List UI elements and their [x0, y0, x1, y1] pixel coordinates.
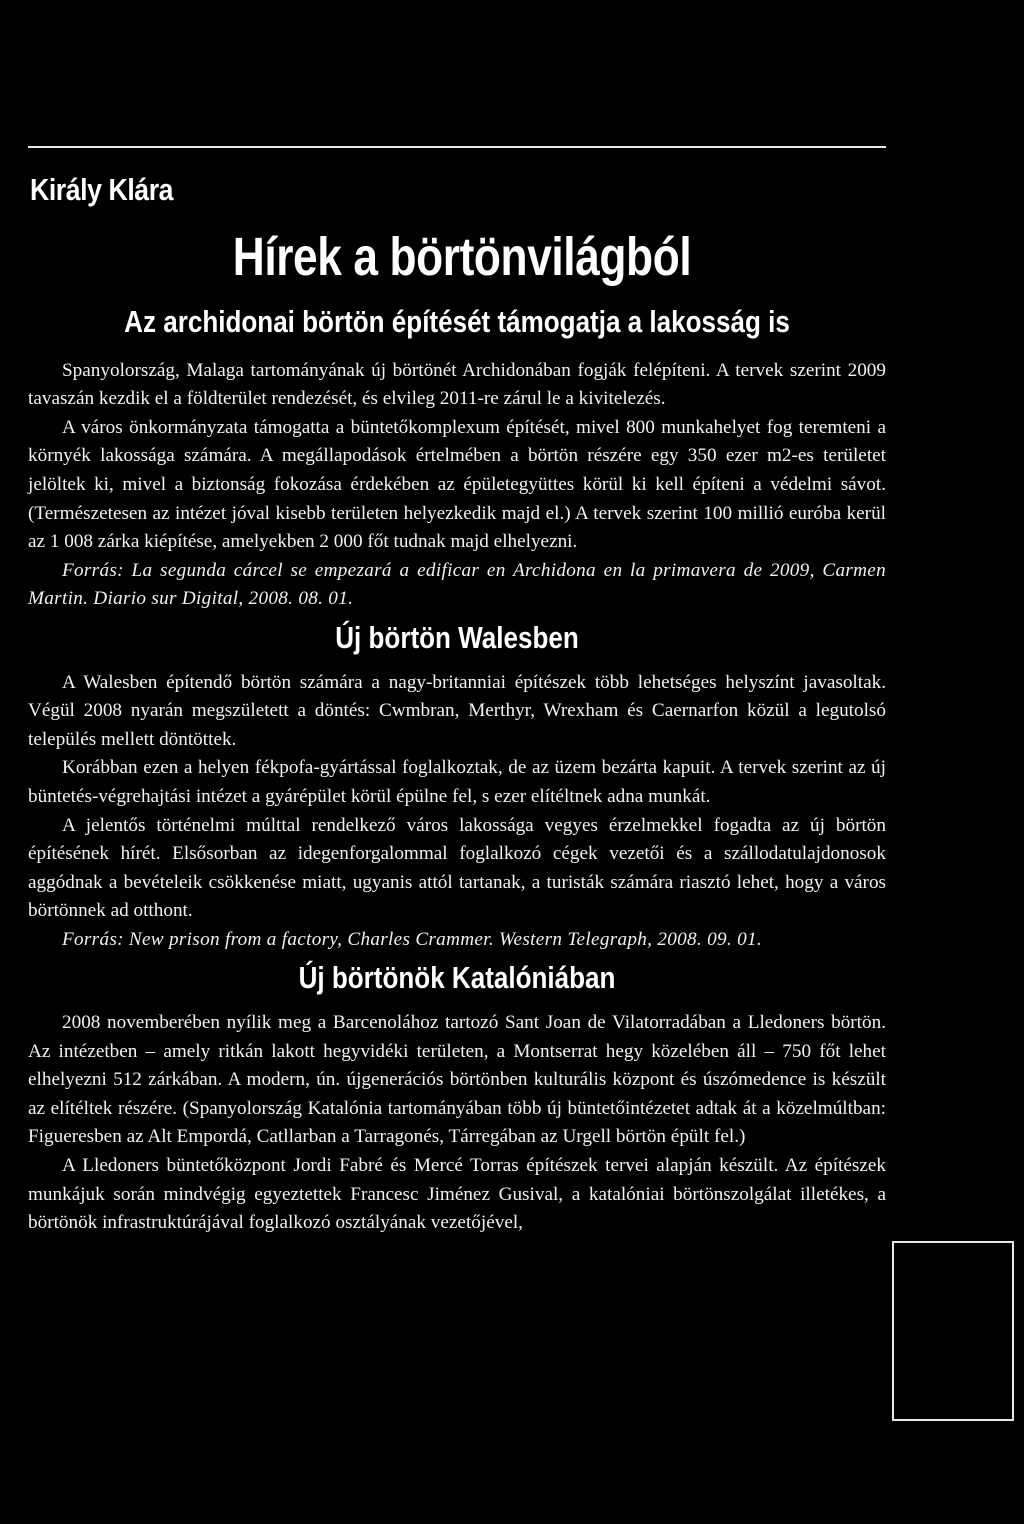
article-body: [28, 304, 886, 1238]
article-title: Hírek a börtönvilágból: [232, 227, 692, 287]
section-heading-wales: Új börtön Walesben: [335, 619, 579, 655]
paragraph: A város önkormányzata támogatta a büntetőkomplexum építését, mivel 800 munkahelyet fog teremteni a környék lakossága számára. A megállapodások értelmében a börtön részére egy 350 ezer m2-es területet jelöltek ki, mivel a biztonság fokozása érdekében az épületegyüttes körül ki kell építeni a védelmi sávot. (Természetesen az intézet jóval kisebb területen helyezkedik majd el.) A tervek szerint 100 millió euróba kerül az 1 008 zárka kiépítése, amelyekben 2 000 főt tudnak majd elhelyezni.: [28, 416, 886, 553]
author-name: Király Klára: [30, 172, 174, 207]
paragraph: A Walesben építendő börtön számára a nagy-britanniai építészek több lehetséges helyszínt javasoltak. Végül 2008 nyarán megszületett a döntés: Cwmbran, Merthyr, Wrexham és Caernarfon közül a legutolsó település mellett döntöttek.: [28, 671, 886, 750]
paragraph: A Lledoners büntetőközpont Jordi Fabré és Mercé Torras építészek tervei alapján készült. Az építészek munkájuk során mindvégig egyeztettek Francesc Jiménez Gusival, a katalóniai börtönszolgálat illetékes, a börtönök infrastruktúrájával foglalkozó osztályának vezetőjével,: [28, 1155, 886, 1234]
source-citation: Forrás: New prison from a factory, Charles Crammer. Western Telegraph, 2008. 09. 01.: [62, 928, 762, 950]
paragraph: Spanyolország, Malaga tartományának új börtönét Archidonában fogják felépíteni. A tervek szerint 2009 tavaszán kezdik el a földterület rendezését, és elvileg 2011-re zárul le a kivitelezés.: [28, 359, 886, 410]
margin-box: [892, 1241, 1014, 1421]
paragraph: A jelentős történelmi múlttal rendelkező város lakossága vegyes érzelmekkel fogadta az új börtön építésének hírét. Elsősorban az idegenforgalommal foglalkozó cégek vezetői és a szállodatulajdonosok aggódnak a bevételeik csökkenése miatt, ugyanis attól tartanak, a turisták számára riasztó lehet, hogy a város börtönnek ad otthont.: [28, 814, 886, 922]
section-heading-catalonia: Új börtönök Katalóniában: [298, 960, 616, 996]
header-rule: [28, 146, 886, 148]
section-heading-archidona: Az archidonai börtön építését támogatja a lakosság is: [124, 304, 790, 339]
source-citation: Forrás: La segunda cárcel se empezará a edificar en Archidona en la primavera de 2009, Carmen Martin. Diario sur Digital, 2008. 08. 01.: [28, 559, 886, 610]
paragraph: 2008 novemberében nyílik meg a Barcenolához tartozó Sant Joan de Vilatorradában a Lledoners börtön. Az intézetben – amely ritkán lakott hegyvidéki területen, a Montserrat hegy közelében áll – 750 főt lehet elhelyezni 512 zárkában. A modern, ún. újgenerációs börtönben kulturális központ és úszómedence is készült az elítéltek részére. (Spanyolország Katalónia tartományában több új büntetőintézetet adtak át a közelmúltban: Figueresben az Alt Empordá, Catllarban a Tarragonés, Tárregában az Urgell börtön épült fel.): [28, 1012, 886, 1148]
paragraph: Korábban ezen a helyen fékpofa-gyártással foglalkoztak, de az üzem bezárta kapuit. A tervek szerint az új büntetés-végrehajtási intézet a gyárépület körül épülne fel, s ezer elítéltnek adna munkát.: [28, 757, 886, 807]
